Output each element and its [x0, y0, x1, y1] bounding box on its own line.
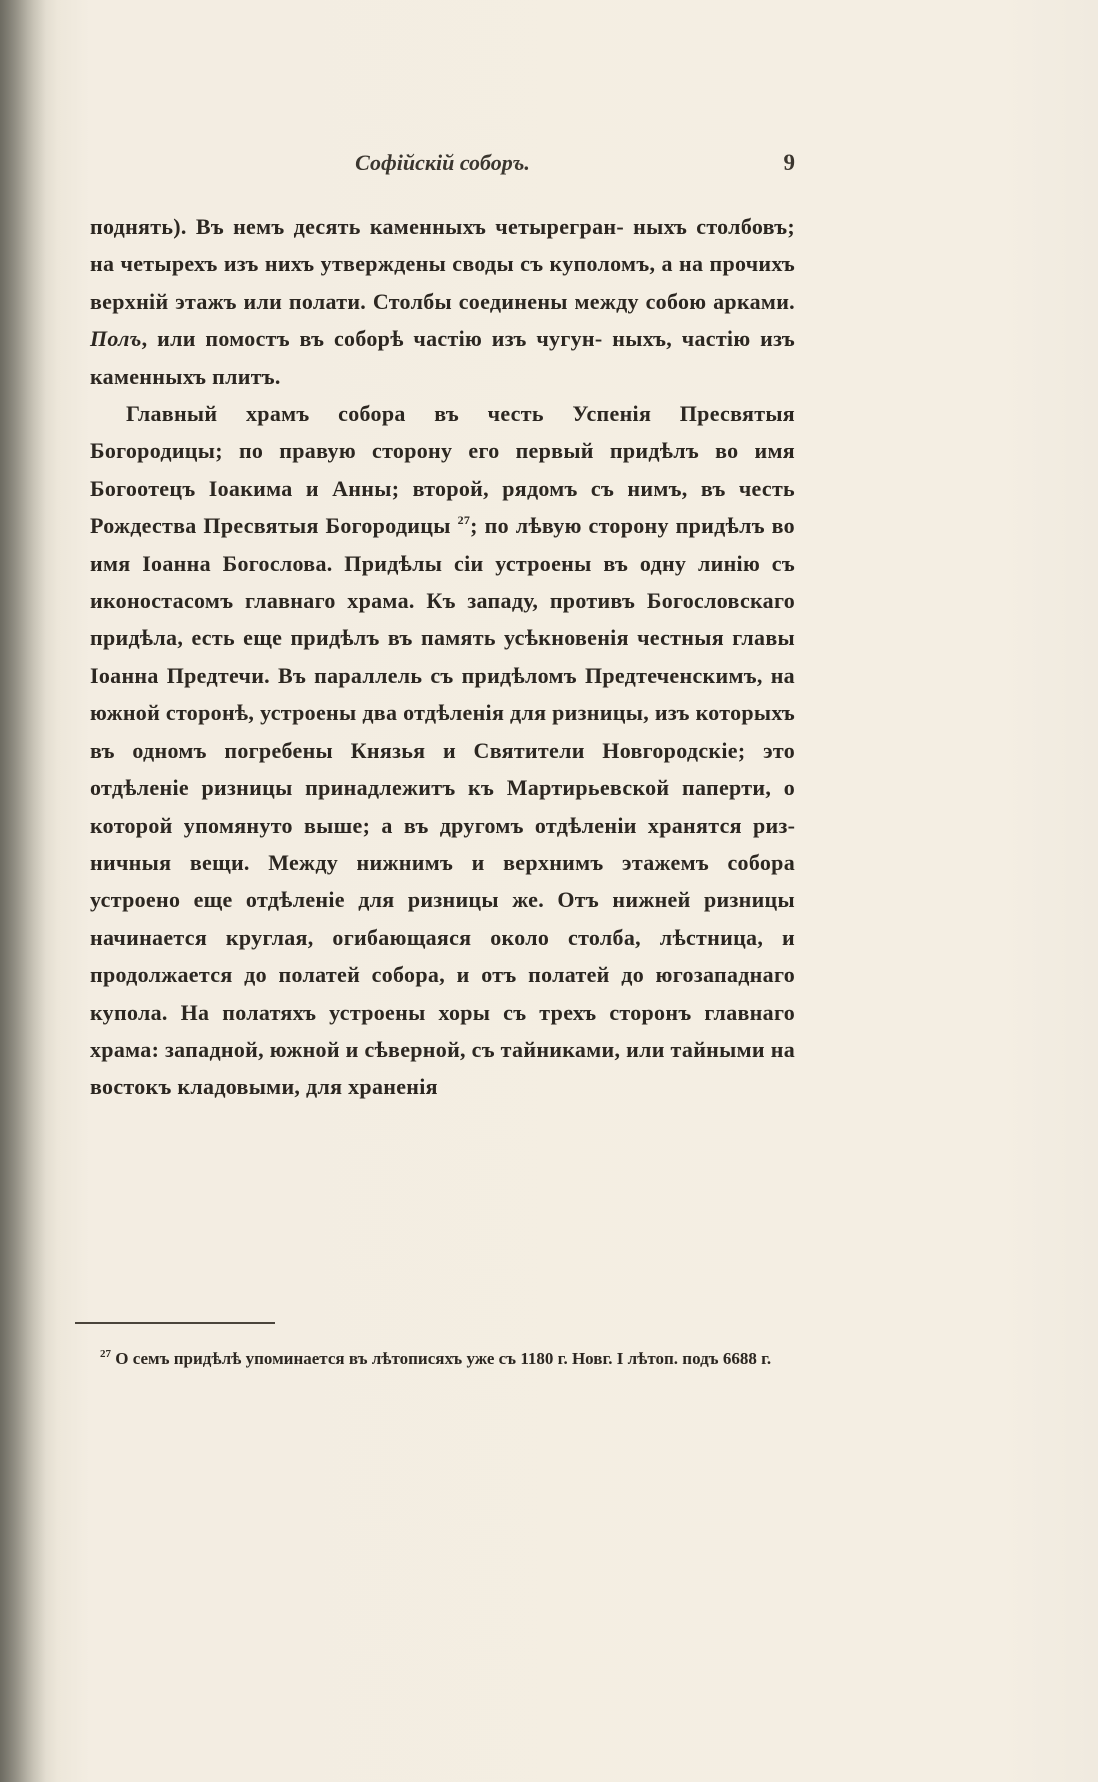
paragraph-1-line-3: своды съ куполомъ, а на прочихъ верхній этажъ или: [90, 251, 795, 314]
paragraph-2-part-1: Главный храмъ собора въ честь Успенія Пресвятыя Богородицы; по правую сторону его первый придѣлъ во имя Богоотецъ Іоакима и Анны; второй, рядомъ съ нимъ, въ честь Рождества Пресвятыя Богородицы: [90, 401, 795, 539]
footnote-text: О семъ придѣлѣ упоминается въ лѣтописяхъ уже съ 1180 г. Новг. I лѣтоп. подъ 6688 г.: [111, 1349, 772, 1368]
footnote-reference[interactable]: 27: [457, 513, 471, 528]
body-text: [90, 208, 795, 1106]
footnote-number: 27: [100, 1348, 111, 1360]
italic-term-pol: Полъ: [90, 326, 142, 352]
paragraph-1-line-5: , или помостъ въ соборѣ частію изъ чугун-: [141, 326, 603, 352]
footnote-separator-rule: [75, 1322, 275, 1324]
paragraph-2: [90, 395, 795, 1106]
paragraph-1-line-4: полати. Столбы соединены между собою арками.: [288, 288, 795, 314]
footnote: [90, 1345, 795, 1373]
paragraph-1: [90, 208, 795, 395]
paragraph-1-line-1: поднять). Въ немъ десять каменныхъ четырегран-: [90, 214, 624, 239]
page-number: 9: [783, 150, 795, 175]
paragraph-1-line-6: ныхъ, частію изъ каменныхъ плитъ.: [90, 326, 795, 389]
running-title: Софійскій соборъ.: [355, 150, 530, 175]
running-head: [90, 150, 795, 180]
paragraph-1-line-2: ныхъ столбовъ; на четырехъ изъ нихъ утверждены: [90, 214, 795, 277]
paragraph-2-part-2: ; по лѣвую сторону придѣлъ во имя Іоанна Богослова. Придѣлы сіи устроены въ одну линію съ иконостасомъ главнаго храма. Къ западу, противъ Богословскаго придѣла, есть еще придѣлъ въ память усѣкновенія честныя главы Іоанна Предтечи. Въ параллель съ придѣломъ Предтеченскимъ, на южной сторонѣ, устроены два отдѣленія для ризницы, изъ которыхъ въ одномъ погребены Князья и Святители Новгородскіе; это отдѣленіе ризницы принадлежитъ къ Мартирьевской паперти, о которой упомянуто выше; а въ другомъ отдѣленіи хранятся ризничныя вещи. Между нижнимъ и верхнимъ этажемъ собора устроено еще отдѣленіе для ризницы же. Отъ нижней ризницы начинается круглая, огибающаяся около столба, лѣстница, и продолжается до полатей собора, и отъ полатей до югозападнаго купола. На полатяхъ устроены хоры съ трехъ сторонъ главнаго храма: западной, южной и сѣверной, съ тайниками, или тайными на востокъ кладовыми, для храненія: [90, 513, 795, 1100]
binding-gutter-shadow: [0, 0, 46, 1782]
